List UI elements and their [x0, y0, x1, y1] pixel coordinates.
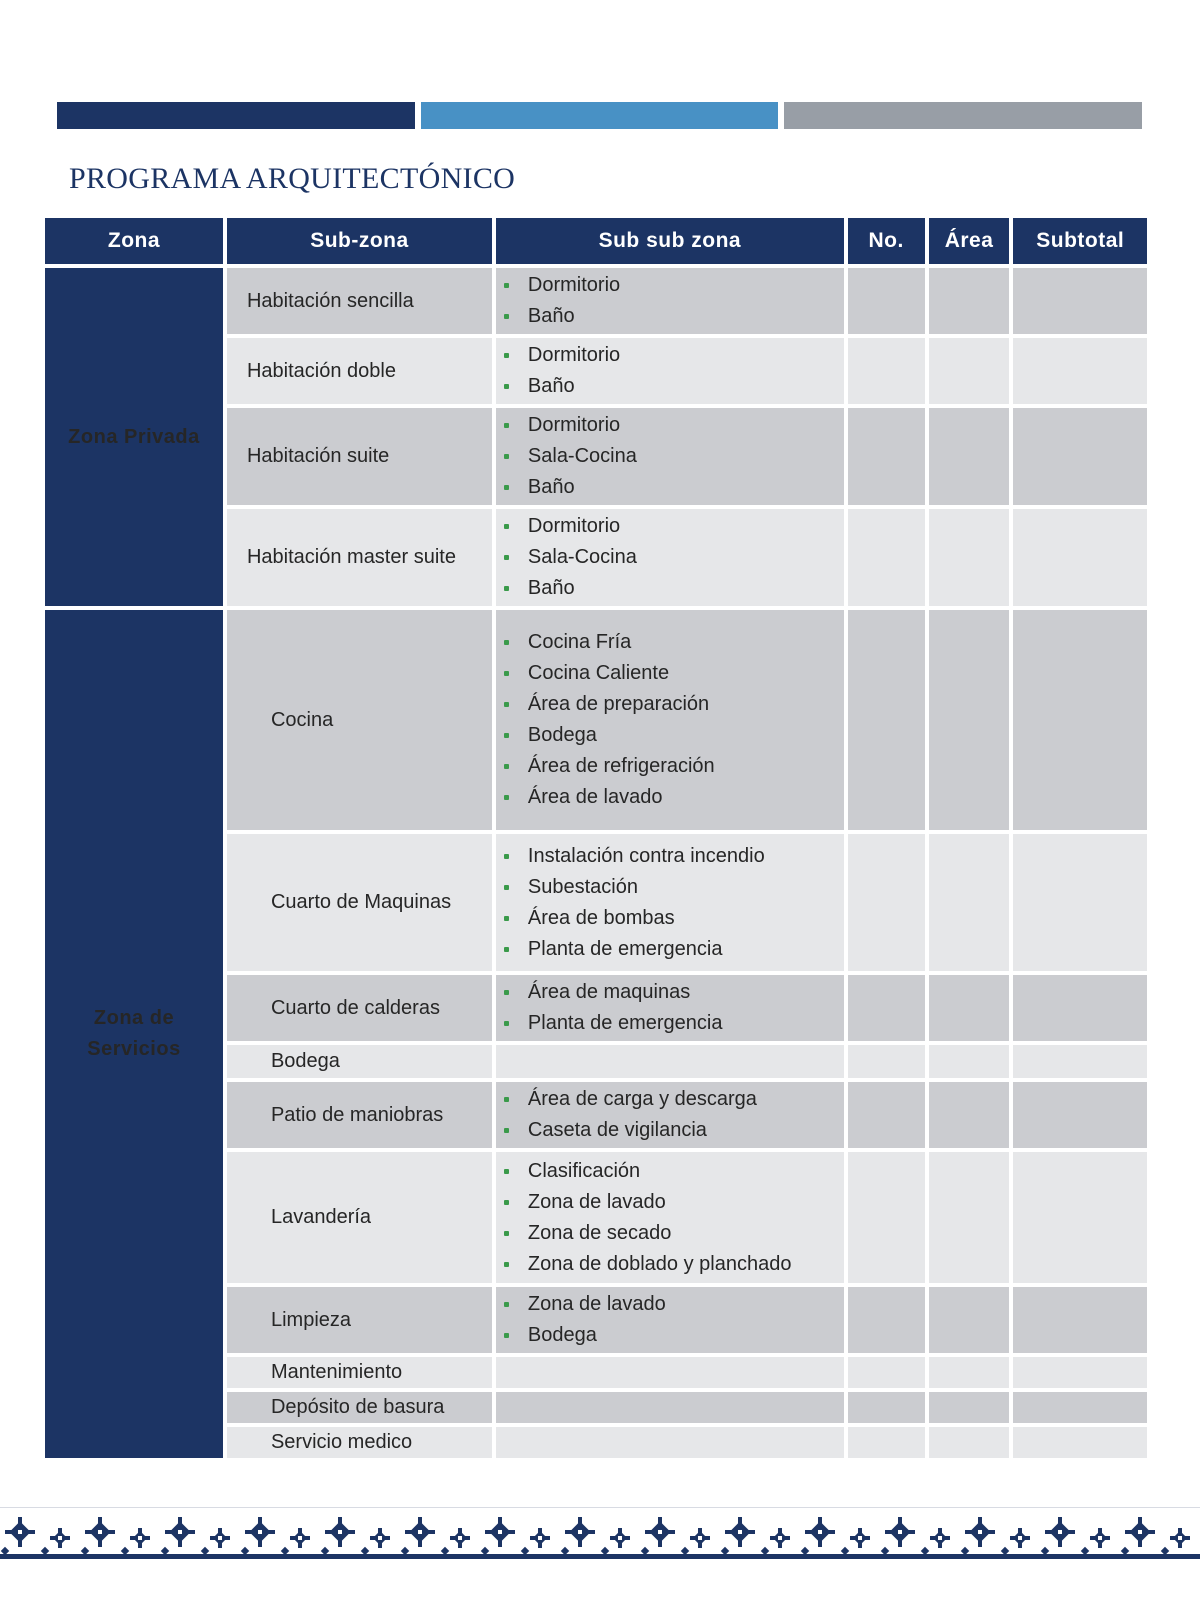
subsubzone-cell: [496, 1357, 844, 1388]
no-cell: [848, 834, 925, 971]
header-area: Área: [929, 218, 1010, 264]
subtotal-cell: [1013, 1152, 1147, 1283]
subtotal-cell: [1013, 408, 1147, 505]
list-item: Zona de lavado: [502, 1289, 844, 1320]
area-cell: [929, 1427, 1010, 1458]
subsubzone-list: [496, 1287, 844, 1353]
subsubzone-cell: [496, 1392, 844, 1423]
page-title: PROGRAMA ARQUITECTÓNICO: [69, 162, 516, 195]
no-cell: [848, 1152, 925, 1283]
embroidery-pattern: [0, 1507, 1200, 1559]
subzone-cell: Cocina: [227, 610, 492, 830]
subzone-cell: Habitación doble: [227, 338, 492, 404]
subtotal-cell: [1013, 1082, 1147, 1148]
subsubzone-cell: [496, 1082, 844, 1148]
list-item: Instalación contra incendio: [502, 841, 844, 872]
area-cell: [929, 1287, 1010, 1353]
list-item: Planta de emergencia: [502, 1008, 844, 1039]
subtotal-cell: [1013, 1287, 1147, 1353]
list-item: Bodega: [502, 720, 844, 751]
area-cell: [929, 1392, 1010, 1423]
subzone-cell: Limpieza: [227, 1287, 492, 1353]
area-cell: [929, 1357, 1010, 1388]
header-subzona: Sub-zona: [227, 218, 492, 264]
no-cell: [848, 975, 925, 1041]
header-zona: Zona: [45, 218, 223, 264]
table-row: [45, 268, 1147, 334]
list-item: Cocina Fría: [502, 627, 844, 658]
subzone-cell: Bodega: [227, 1045, 492, 1078]
list-item: Baño: [502, 301, 844, 332]
table-header-row: [45, 218, 1147, 264]
list-item: Sala-Cocina: [502, 441, 844, 472]
list-item: Caseta de vigilancia: [502, 1115, 844, 1146]
subtotal-cell: [1013, 338, 1147, 404]
subtotal-cell: [1013, 1427, 1147, 1458]
no-cell: [848, 610, 925, 830]
list-item: Área de bombas: [502, 903, 844, 934]
program-table: [41, 214, 1151, 1462]
list-item: Cocina Caliente: [502, 658, 844, 689]
subzone-cell: Habitación master suite: [227, 509, 492, 606]
list-item: Dormitorio: [502, 340, 844, 371]
subsubzone-list: [496, 975, 844, 1041]
area-cell: [929, 268, 1010, 334]
header-subsubzona: Sub sub zona: [496, 218, 844, 264]
subtotal-cell: [1013, 268, 1147, 334]
subsubzone-list: [496, 509, 844, 606]
header-bar-blue: [421, 102, 779, 129]
list-item: Dormitorio: [502, 270, 844, 301]
subsubzone-cell: [496, 610, 844, 830]
no-cell: [848, 1427, 925, 1458]
list-item: Baño: [502, 472, 844, 503]
header-bar-navy: [57, 102, 415, 129]
header-color-bars: [57, 102, 1142, 129]
subsubzone-list: [496, 1154, 844, 1282]
subtotal-cell: [1013, 509, 1147, 606]
area-cell: [929, 610, 1010, 830]
list-item: Zona de doblado y planchado: [502, 1249, 844, 1280]
table-body: [45, 268, 1147, 1458]
subtotal-cell: [1013, 1357, 1147, 1388]
area-cell: [929, 1082, 1010, 1148]
list-item: Área de maquinas: [502, 977, 844, 1008]
subzone-cell: Lavandería: [227, 1152, 492, 1283]
list-item: Área de carga y descarga: [502, 1084, 844, 1115]
list-item: Subestación: [502, 872, 844, 903]
subzone-cell: Depósito de basura: [227, 1392, 492, 1423]
list-item: Dormitorio: [502, 410, 844, 441]
no-cell: [848, 1357, 925, 1388]
subsubzone-cell: [496, 1045, 844, 1078]
subsubzone-cell: [496, 338, 844, 404]
zone-cell: Zona Privada: [45, 268, 223, 606]
subtotal-cell: [1013, 610, 1147, 830]
subzone-cell: Servicio medico: [227, 1427, 492, 1458]
decorative-border: [0, 1504, 1200, 1574]
list-item: Baño: [502, 573, 844, 604]
subtotal-cell: [1013, 834, 1147, 971]
subtotal-cell: [1013, 1392, 1147, 1423]
no-cell: [848, 1082, 925, 1148]
list-item: Baño: [502, 371, 844, 402]
no-cell: [848, 408, 925, 505]
list-item: Área de refrigeración: [502, 751, 844, 782]
subsubzone-cell: [496, 1152, 844, 1283]
subsubzone-list: [496, 1082, 844, 1148]
list-item: Área de lavado: [502, 782, 844, 813]
subzone-cell: Patio de maniobras: [227, 1082, 492, 1148]
subsubzone-list: [496, 408, 844, 505]
list-item: Planta de emergencia: [502, 934, 844, 965]
no-cell: [848, 509, 925, 606]
subsubzone-cell: [496, 834, 844, 971]
list-item: Zona de lavado: [502, 1187, 844, 1218]
list-item: Sala-Cocina: [502, 542, 844, 573]
subsubzone-cell: [496, 1427, 844, 1458]
area-cell: [929, 975, 1010, 1041]
subtotal-cell: [1013, 1045, 1147, 1078]
no-cell: [848, 268, 925, 334]
list-item: Zona de secado: [502, 1218, 844, 1249]
subzone-cell: Mantenimiento: [227, 1357, 492, 1388]
area-cell: [929, 1045, 1010, 1078]
table-row: [45, 610, 1147, 830]
area-cell: [929, 1152, 1010, 1283]
no-cell: [848, 1287, 925, 1353]
zone-cell: Zona de Servicios: [45, 610, 223, 1458]
list-item: Dormitorio: [502, 511, 844, 542]
subzone-cell: Habitación sencilla: [227, 268, 492, 334]
header-subtotal: Subtotal: [1013, 218, 1147, 264]
list-item: Bodega: [502, 1320, 844, 1351]
subsubzone-list: [496, 268, 844, 334]
no-cell: [848, 1045, 925, 1078]
subsubzone-list: [496, 625, 844, 815]
list-item: Área de preparación: [502, 689, 844, 720]
subsubzone-cell: [496, 1287, 844, 1353]
area-cell: [929, 338, 1010, 404]
no-cell: [848, 338, 925, 404]
subsubzone-cell: [496, 268, 844, 334]
subzone-cell: Habitación suite: [227, 408, 492, 505]
area-cell: [929, 408, 1010, 505]
subsubzone-cell: [496, 408, 844, 505]
list-item: Clasificación: [502, 1156, 844, 1187]
subsubzone-cell: [496, 509, 844, 606]
area-cell: [929, 834, 1010, 971]
subsubzone-list: [496, 338, 844, 404]
subsubzone-list: [496, 839, 844, 967]
subtotal-cell: [1013, 975, 1147, 1041]
header-bar-gray: [784, 102, 1142, 129]
subzone-cell: Cuarto de Maquinas: [227, 834, 492, 971]
subsubzone-cell: [496, 975, 844, 1041]
area-cell: [929, 509, 1010, 606]
header-no: No.: [848, 218, 925, 264]
subzone-cell: Cuarto de calderas: [227, 975, 492, 1041]
no-cell: [848, 1392, 925, 1423]
